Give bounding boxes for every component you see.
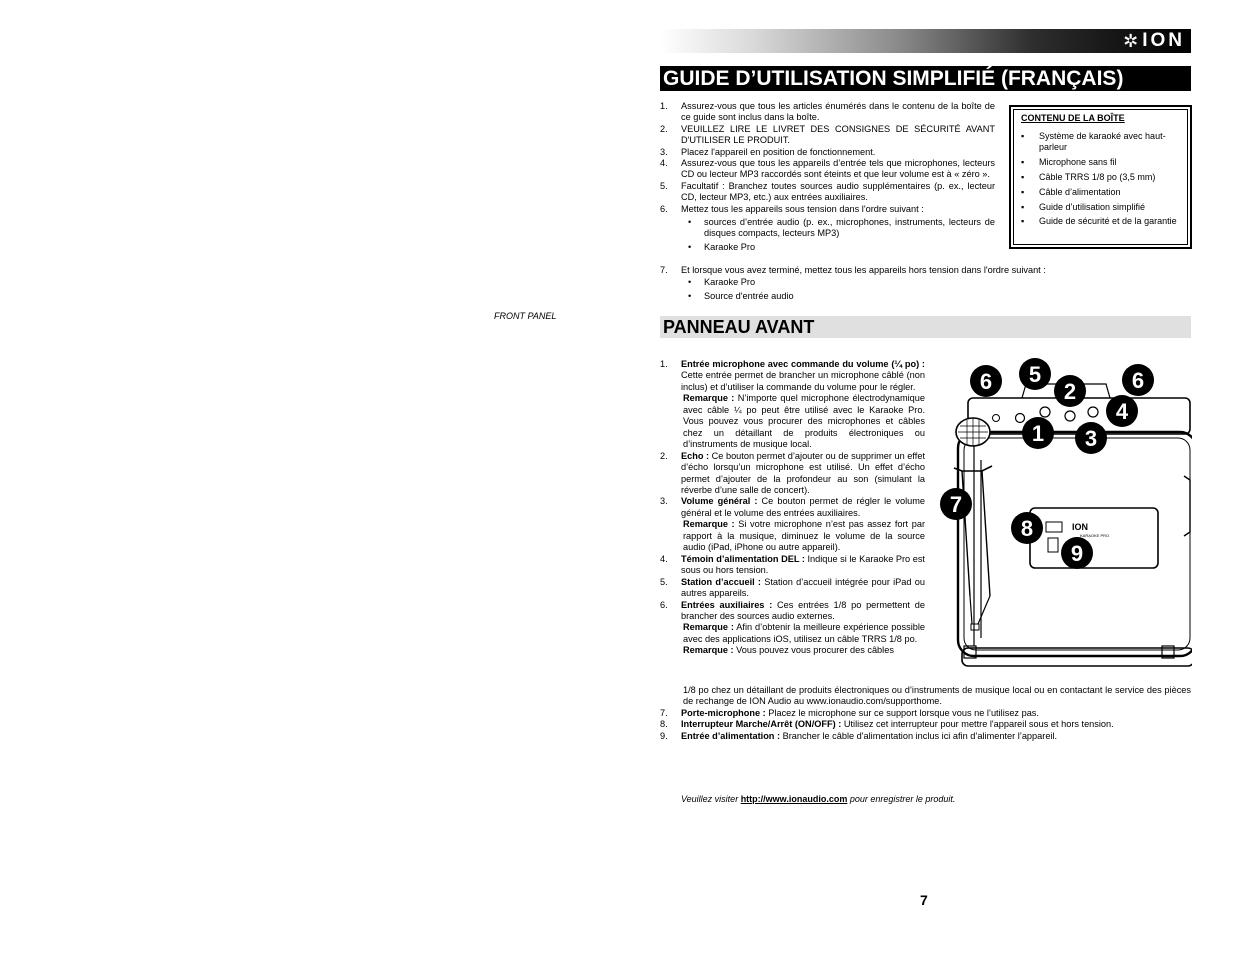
box-item: ▪ Guide de sécurité et de la garantie xyxy=(1021,216,1177,227)
title-bar xyxy=(660,66,1191,91)
svg-text:5: 5 xyxy=(1028,362,1042,387)
box-contents xyxy=(1009,105,1192,249)
step-6-bullet: • Karaoke Pro xyxy=(688,241,756,252)
svg-text:9: 9 xyxy=(1070,541,1084,566)
step-5: 5. Facultatif : Branchez toutes sources audio supplémentaires (p. ex., lecteur CD, lecteur MP3, etc.) aux entrées auxiliaires. xyxy=(660,180,995,203)
box-item: ▪ Système de karaoké avec haut-parleur xyxy=(1021,130,1166,152)
item-8: 8. Interrupteur Marche/Arrêt (ON/OFF) : Utilisez cet interrupteur pour mettre l'appareil sous et hors tension. xyxy=(660,719,1114,730)
item-3-note: Remarque : Si votre microphone n’est pas assez fort par rapport à la musique, diminuez le volume de la source audio (iPad, iPhone ou autre appareil). xyxy=(683,519,926,553)
item-4: 4. Témoin d’alimentation DEL : Indique si le Karaoke Pro est sous ou hors tension. xyxy=(660,553,925,576)
item-5: 5. Station d’accueil : Station d’accueil intégrée pour iPad ou autres appareils. xyxy=(660,576,925,599)
box-item: ▪ Câble d’alimentation xyxy=(1021,186,1121,197)
ionaudio-link[interactable]: http://www.ionaudio.com xyxy=(740,794,848,804)
square-bullet-icon: ▪ xyxy=(1021,130,1025,141)
callout-9 xyxy=(1061,537,1093,569)
step-7-bullet: • Karaoke Pro xyxy=(688,277,756,288)
svg-text:8: 8 xyxy=(1020,516,1034,541)
page-number: 7 xyxy=(920,892,928,908)
item-6-note-continued: 1/8 po chez un détaillant de produits électroniques ou d’instruments de musique local ou en contactant le service des pièces de rechange de ION Audio au www.ionaudio.com/supporthome. xyxy=(683,685,1191,707)
item-6: 6. Entrées auxiliaires : Ces entrées 1/8 po permettent de brancher des sources audio externes. xyxy=(660,599,925,621)
svg-text:4: 4 xyxy=(1115,399,1129,424)
front-panel-items xyxy=(660,359,925,657)
setup-steps-continued xyxy=(660,265,1190,302)
svg-text:ION: ION xyxy=(1072,522,1089,532)
item-1: 1. Entrée microphone avec commande du volume (¼ po) : Cette entrée permet de brancher un microphone câblé (non inclus) et d’utiliser la commande du volume pour le régler. xyxy=(660,359,925,392)
callout-8 xyxy=(1011,512,1043,544)
step-4: 4. Assurez-vous que tous les appareils d’entrée tels que microphones, lecteurs CD ou lecteur MP3 raccordés sont éteints et que leur volume est à « zéro ». xyxy=(660,158,995,180)
svg-text:2: 2 xyxy=(1063,379,1077,404)
square-bullet-icon: ▪ xyxy=(1021,171,1025,182)
box-item: ▪ Guide d’utilisation simplifié xyxy=(1021,201,1146,212)
front-panel-items-continued xyxy=(660,685,1191,742)
step-6: 6. Mettez tous les appareils sous tension dans l'ordre suivant : xyxy=(660,203,924,214)
callout-1 xyxy=(1022,417,1054,449)
step-2: 2. VEUILLEZ LIRE LE LIVRET DES CONSIGNES DE SÉCURITÉ AVANT D'UTILISER LE PRODUIT. xyxy=(660,123,995,146)
item-7: 7. Porte-microphone : Placez le microphone sur ce support lorsque vous ne l’utilisez pas. xyxy=(660,707,1039,718)
step-6-bullet: • sources d’entrée audio (p. ex., microphones, instruments, lecteurs de disques compacts, lecteurs MP3) xyxy=(688,217,995,239)
svg-text:6: 6 xyxy=(979,369,993,394)
ion-logo-text: ION xyxy=(1142,30,1185,51)
svg-text:KARAOKE PRO: KARAOKE PRO xyxy=(1080,533,1110,538)
box-item: ▪ Câble TRRS 1/8 po (3,5 mm) xyxy=(1021,171,1156,182)
setup-steps xyxy=(660,101,995,253)
step-7-bullet: • Source d'entrée audio xyxy=(688,290,794,301)
front-panel-diagram xyxy=(934,356,1192,678)
page-title: GUIDE D’UTILISATION SIMPLIFIÉ (FRANÇAIS) xyxy=(663,67,1124,90)
section-bar xyxy=(660,316,1191,338)
step-1: 1. Assurez-vous que tous les articles énumérés dans le contenu de la boîte de ce guide sont inclus dans la boîte. xyxy=(660,101,995,123)
header-banner xyxy=(660,29,1191,53)
item-6-note: Remarque : Vous pouvez vous procurer des câbles xyxy=(683,645,894,656)
front-panel-label: FRONT PANEL xyxy=(494,311,557,321)
svg-text:7: 7 xyxy=(949,492,963,517)
box-item: ▪ Microphone sans fil xyxy=(1021,156,1117,167)
item-6-note: Remarque : Afin d’obtenir la meilleure expérience possible avec des applications iOS, utilisez un câble TRRS 1/8 po. xyxy=(683,622,925,644)
item-3: 3. Volume général : Ce bouton permet de régler le volume général et le volume des entrées auxiliaires. xyxy=(660,496,925,518)
callout-6-left xyxy=(970,365,1002,397)
registration-note: Veuillez visiter http://www.ionaudio.com pour enregistrer le produit. xyxy=(681,794,956,804)
svg-text:6: 6 xyxy=(1131,368,1145,393)
callout-6-right xyxy=(1122,364,1154,396)
square-bullet-icon: ▪ xyxy=(1021,216,1025,227)
square-bullet-icon: ▪ xyxy=(1021,156,1025,167)
callout-2 xyxy=(1054,375,1086,407)
step-7: 7. Et lorsque vous avez terminé, mettez tous les appareils hors tension dans l'ordre suivant : xyxy=(660,265,1046,275)
svg-text:1: 1 xyxy=(1031,421,1045,446)
step-3: 3. Placez l'appareil en position de fonctionnement. xyxy=(660,146,876,157)
callout-3 xyxy=(1075,422,1107,454)
panel-brand-label xyxy=(1072,522,1109,538)
square-bullet-icon: ▪ xyxy=(1021,201,1025,212)
square-bullet-icon: ▪ xyxy=(1021,186,1025,197)
section-title: PANNEAU AVANT xyxy=(663,317,815,337)
box-contents-title: CONTENU DE LA BOÎTE xyxy=(1021,113,1125,123)
ion-logo xyxy=(1123,31,1185,51)
callout-5 xyxy=(1019,358,1051,390)
svg-text:3: 3 xyxy=(1084,426,1098,451)
item-2: 2. Echo : Ce bouton permet d’ajouter ou de supprimer un effet d’écho lorsqu’un microphone est utilisé. Un effet d’écho permet d’ajouter de la profondeur au son (simulant la réverbe d’une salle de concert). xyxy=(660,450,926,495)
callout-7 xyxy=(940,488,972,520)
ion-star-icon: ✲ xyxy=(1123,31,1139,51)
item-9: 9. Entrée d’alimentation : Brancher le câble d'alimentation inclus ici afin d’alimenter l’appareil. xyxy=(660,730,1058,741)
mic-head-icon xyxy=(956,418,990,446)
item-1-note: Remarque : N’importe quel microphone électrodynamique avec câble ¼ po peut être utilisé avec le Karaoke Pro. Vous pouvez vous procurer des microphones et câbles chez un détaillant de produits électroniques ou d’instruments de musique local. xyxy=(683,393,926,450)
callout-4 xyxy=(1106,395,1138,427)
